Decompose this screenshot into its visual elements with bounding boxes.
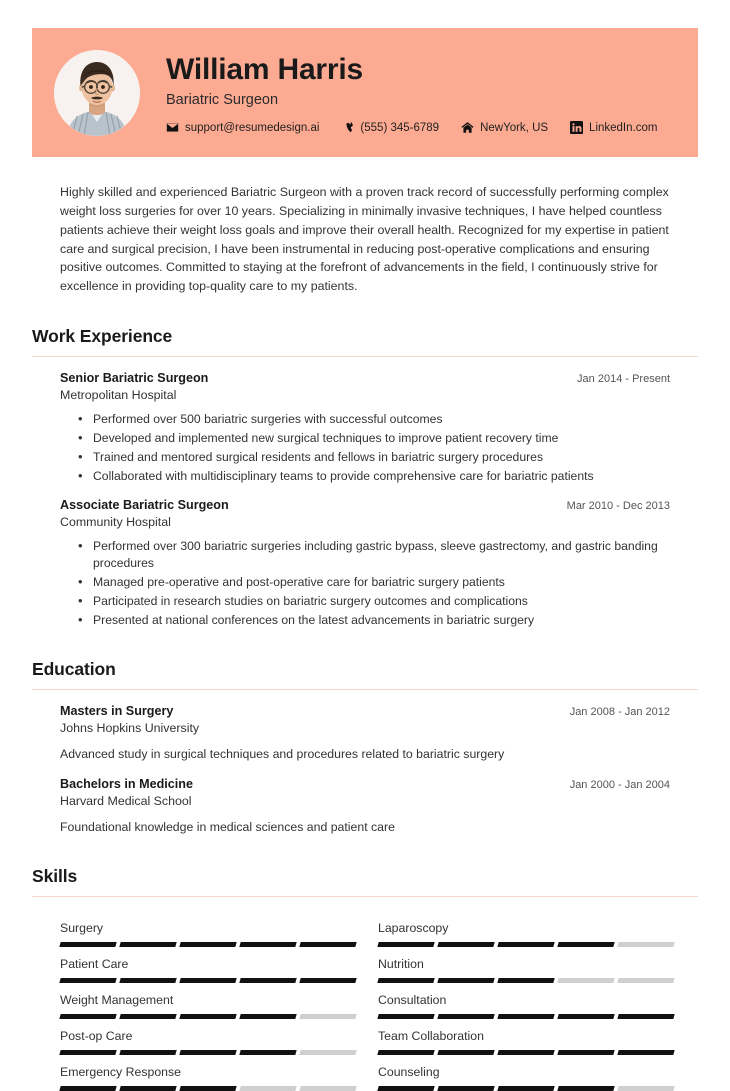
education-date: Jan 2008 - Jan 2012 [569, 705, 670, 718]
skill-level-segment [299, 978, 356, 983]
avatar [54, 50, 140, 136]
section-divider [32, 896, 698, 897]
section-title-education: Education [32, 658, 116, 679]
skill-level-bar [378, 942, 674, 947]
contact-location-label: NewYork, US [480, 121, 549, 134]
skill-level-segment [617, 978, 674, 983]
skill-item [378, 1055, 674, 1091]
section-education [32, 659, 698, 836]
contact-phone[interactable] [341, 121, 439, 134]
skill-level-bar [60, 942, 356, 947]
skill-level-segment [377, 942, 434, 947]
skill-level-segment [617, 942, 674, 947]
skill-level-segment [437, 1050, 494, 1055]
job-title: Bariatric Surgeon [166, 92, 279, 109]
contact-email-label: support@resumedesign.ai [185, 121, 320, 134]
skill-level-segment [377, 1050, 434, 1055]
skill-item [60, 983, 356, 1019]
skill-item [60, 1019, 356, 1055]
education-school: Johns Hopkins University [60, 720, 200, 735]
skill-label: Patient Care [60, 956, 129, 971]
skill-level-bar [60, 1014, 356, 1019]
skill-label: Counseling [378, 1064, 440, 1079]
section-divider [32, 689, 698, 690]
skill-level-segment [437, 942, 494, 947]
skill-level-segment [497, 1014, 554, 1019]
list-item: • Trained and mentored surgical residents and fellows in bariatric surgery procedures [78, 449, 670, 466]
work-entry [32, 498, 698, 628]
skill-level-segment [497, 978, 554, 983]
education-entry [32, 777, 698, 836]
skill-level-segment [617, 1086, 674, 1091]
skill-level-bar [378, 1014, 674, 1019]
skill-level-segment [59, 978, 116, 983]
work-role: Senior Bariatric Surgeon [60, 371, 209, 386]
skill-label: Nutrition [378, 956, 424, 971]
skill-level-bar [378, 1086, 674, 1091]
skill-level-segment [59, 1086, 116, 1091]
skill-level-segment [179, 1086, 236, 1091]
education-entry-head [60, 704, 670, 718]
work-entry-head [60, 371, 670, 385]
skill-level-segment [377, 978, 434, 983]
home-icon [461, 121, 474, 134]
skill-level-segment [119, 1086, 176, 1091]
skill-label: Consultation [378, 992, 447, 1007]
contact-location[interactable] [461, 121, 548, 134]
education-school: Harvard Medical School [60, 793, 192, 808]
section-divider [32, 356, 698, 357]
page-title: William Harris [166, 52, 364, 86]
work-bullets [78, 411, 670, 484]
skill-level-segment [239, 1014, 296, 1019]
skill-level-bar [378, 978, 674, 983]
linkedin-icon [570, 121, 583, 134]
contact-phone-label: (555) 345-6789 [360, 121, 440, 134]
skill-level-bar [60, 1050, 356, 1055]
section-title-work: Work Experience [32, 326, 173, 347]
education-entry-head [60, 777, 670, 791]
skill-level-segment [239, 942, 296, 947]
work-date: Mar 2010 - Dec 2013 [566, 500, 670, 513]
section-work-experience [32, 326, 698, 628]
skill-level-segment [617, 1014, 674, 1019]
header-text-block [166, 51, 676, 135]
skill-level-segment [179, 978, 236, 983]
skill-level-segment [119, 942, 176, 947]
skill-item [378, 947, 674, 983]
skill-level-segment [119, 1014, 176, 1019]
professional-summary: Highly skilled and experienced Bariatric Surgeon with a proven track record of successfully performing complex weight loss surgeries for over 10 years. Specializing in minimally invasive techniques, I have helped countless patients achieve their weight loss goals and improve their overall health. Recognized for my expertise in patient care and surgical precision, I have been instrumental in reducing post-operative complications and ensuring positive outcomes. Committed to staying at the forefront of advancements in the field, I continuously strive for excellence in providing top-quality care to my patients. [60, 185, 669, 294]
skill-level-segment [557, 1050, 614, 1055]
contact-linkedin[interactable] [570, 121, 657, 134]
education-description: Advanced study in surgical techniques and procedures related to bariatric surgery [60, 746, 505, 761]
skill-label: Weight Management [60, 992, 174, 1007]
skill-level-segment [179, 942, 236, 947]
skill-level-segment [437, 1086, 494, 1091]
list-item: • Managed pre-operative and post-operative care for bariatric surgery patients [78, 574, 670, 591]
education-date: Jan 2000 - Jan 2004 [569, 778, 670, 791]
education-degree: Bachelors in Medicine [60, 776, 193, 791]
skill-level-segment [239, 978, 296, 983]
skill-level-segment [437, 1014, 494, 1019]
skill-level-segment [299, 1086, 356, 1091]
work-date: Jan 2014 - Present [577, 373, 670, 386]
skill-item [378, 911, 674, 947]
skill-label: Post-op Care [60, 1028, 133, 1043]
list-item: • Performed over 300 bariatric surgeries including gastric bypass, sleeve gastrectomy, and gastric banding procedures [78, 538, 670, 572]
skill-level-bar [60, 978, 356, 983]
phone-icon [341, 121, 354, 134]
skill-level-segment [299, 942, 356, 947]
skill-level-segment [377, 1086, 434, 1091]
list-item: • Participated in research studies on bariatric surgery outcomes and complications [78, 593, 670, 610]
list-item: • Collaborated with multidisciplinary teams to provide comprehensive care for bariatric patients [78, 468, 670, 485]
skill-level-segment [557, 1014, 614, 1019]
work-entry-head [60, 498, 670, 512]
skills-grid [32, 911, 698, 1091]
skill-level-segment [179, 1014, 236, 1019]
work-organization: Metropolitan Hospital [60, 388, 177, 403]
skill-item [378, 983, 674, 1019]
skill-level-segment [557, 1086, 614, 1091]
skill-item [60, 1055, 356, 1091]
education-description: Foundational knowledge in medical sciences and patient care [60, 819, 395, 834]
skill-level-segment [119, 1050, 176, 1055]
skill-level-segment [239, 1050, 296, 1055]
skill-level-segment [59, 942, 116, 947]
section-title-skills: Skills [32, 865, 78, 886]
skill-label: Laparoscopy [378, 920, 449, 935]
skill-level-segment [437, 978, 494, 983]
work-organization: Community Hospital [60, 515, 171, 530]
resume-page [0, 28, 730, 1091]
resume-header [32, 28, 698, 157]
list-item: • Presented at national conferences on the latest advancements in bariatric surgery [78, 612, 670, 629]
skill-level-segment [59, 1050, 116, 1055]
skill-label: Team Collaboration [378, 1028, 484, 1043]
skill-item [60, 947, 356, 983]
skill-level-segment [497, 1050, 554, 1055]
skill-level-segment [179, 1050, 236, 1055]
skill-label: Emergency Response [60, 1064, 181, 1079]
skill-level-segment [299, 1050, 356, 1055]
skill-level-bar [378, 1050, 674, 1055]
skill-level-segment [617, 1050, 674, 1055]
work-bullets [78, 538, 670, 628]
education-entry [32, 704, 698, 763]
contact-email[interactable] [166, 121, 319, 134]
contact-row [166, 121, 676, 134]
skill-label: Surgery [60, 920, 104, 935]
skill-level-segment [557, 978, 614, 983]
envelope-icon [166, 121, 179, 134]
skill-level-bar [60, 1086, 356, 1091]
contact-linkedin-label: LinkedIn.com [589, 121, 658, 134]
skill-item [60, 911, 356, 947]
skill-level-segment [377, 1014, 434, 1019]
skill-item [378, 1019, 674, 1055]
skill-level-segment [497, 1086, 554, 1091]
skill-level-segment [497, 942, 554, 947]
skill-level-segment [557, 942, 614, 947]
skill-level-segment [59, 1014, 116, 1019]
work-role: Associate Bariatric Surgeon [60, 498, 229, 513]
list-item: • Performed over 500 bariatric surgeries with successful outcomes [78, 411, 670, 428]
list-item: • Developed and implemented new surgical techniques to improve patient recovery time [78, 430, 670, 447]
work-entry [32, 371, 698, 484]
skill-level-segment [299, 1014, 356, 1019]
education-degree: Masters in Surgery [60, 703, 174, 718]
skill-level-segment [239, 1086, 296, 1091]
section-skills [32, 866, 698, 1091]
skill-level-segment [119, 978, 176, 983]
